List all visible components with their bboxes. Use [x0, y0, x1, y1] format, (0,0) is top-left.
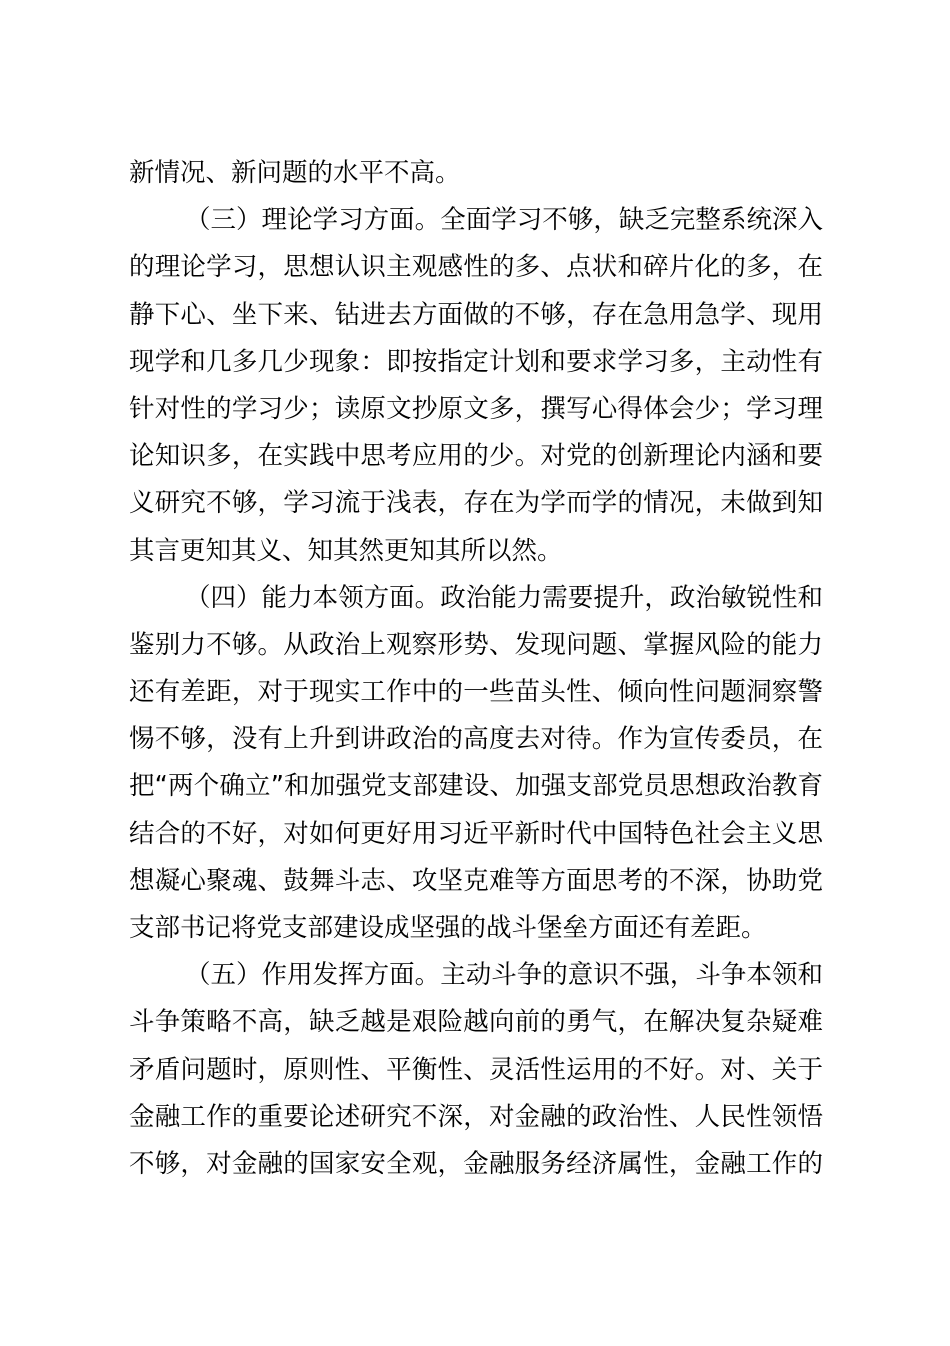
text-line: 论知识多，在实践中思考应用的少。对党的创新理论内涵和要	[129, 441, 823, 472]
text-line: 还有差距，对于现实工作中的一些苗头性、倾向性问题洞察警	[129, 677, 823, 708]
paragraph-first-line: （四）能力本领方面。政治能力需要提升，政治敏锐性和	[185, 582, 823, 613]
paragraph-first-line: （五）作用发挥方面。主动斗争的意识不强，斗争本领和	[185, 960, 823, 991]
text-line: 义研究不够，学习流于浅表，存在为学而学的情况，未做到知	[129, 488, 823, 519]
document-body	[129, 150, 823, 1188]
text-line: 斗争策略不高，缺乏越是艰险越向前的勇气，在解决复杂疑难	[129, 1007, 823, 1038]
text-line: 其言更知其义、知其然更知其所以然。	[129, 535, 563, 566]
text-line: 现学和几多几少现象：即按指定计划和要求学习多，主动性有	[129, 346, 823, 377]
text-line: 静下心、坐下来、钻进去方面做的不够，存在急用急学、现用	[129, 299, 823, 330]
text-line: 把“两个确立”和加强党支部建设、加强支部党员思想政治教育	[129, 771, 823, 802]
text-line: 支部书记将党支部建设成坚强的战斗堡垒方面还有差距。	[129, 913, 767, 943]
text-line: 新情况、新问题的水平不高。	[129, 158, 461, 188]
text-line: 结合的不好，对如何更好用习近平新时代中国特色社会主义思	[129, 818, 823, 849]
text-line: 针对性的学习少；读原文抄原文多，撰写心得体会少；学习理	[129, 393, 823, 424]
paragraph-first-line: （三）理论学习方面。全面学习不够，缺乏完整系统深入	[185, 205, 823, 236]
text-line: 鉴别力不够。从政治上观察形势、发现问题、掌握风险的能力	[129, 629, 823, 660]
text-line: 惕不够，没有上升到讲政治的高度去对待。作为宣传委员，在	[129, 724, 823, 755]
text-line: 矛盾问题时，原则性、平衡性、灵活性运用的不好。对、关于	[129, 1054, 823, 1085]
text-line: 不够，对金融的国家安全观，金融服务经济属性，金融工作的	[129, 1148, 823, 1179]
text-line: 想凝心聚魂、鼓舞斗志、攻坚克难等方面思考的不深，协助党	[129, 865, 823, 896]
text-line: 金融工作的重要论述研究不深，对金融的政治性、人民性领悟	[129, 1101, 823, 1132]
text-line: 的理论学习，思想认识主观感性的多、点状和碎片化的多，在	[129, 252, 823, 283]
